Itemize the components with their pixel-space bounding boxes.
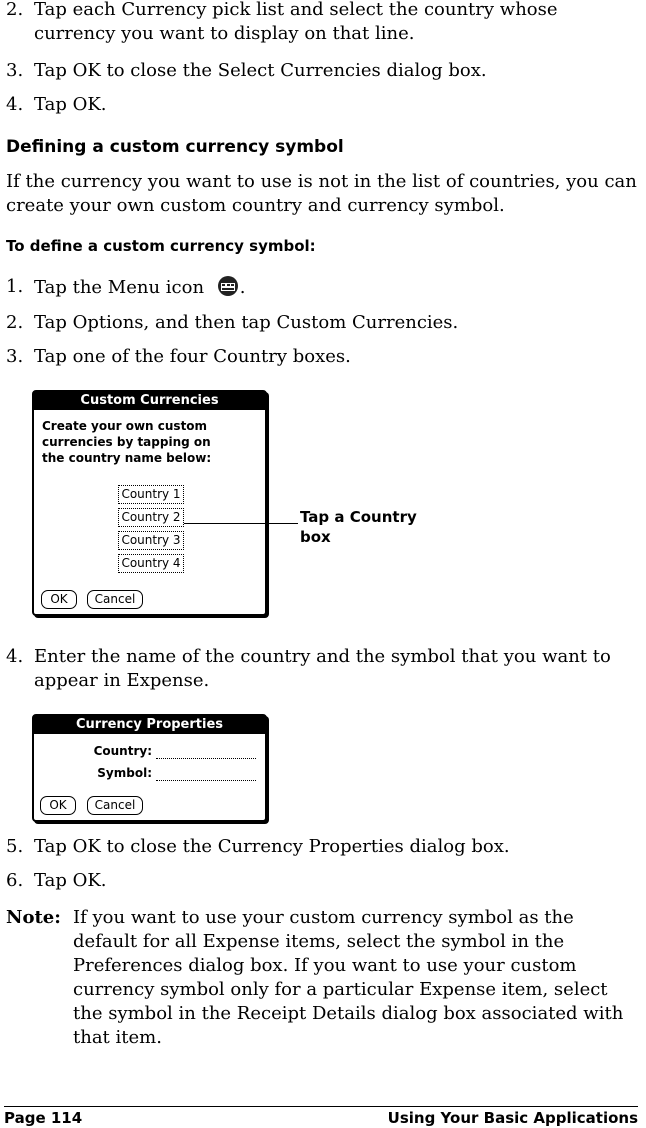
step-text: Tap one of the four Country boxes. — [34, 346, 351, 367]
instruction-line: Create your own custom — [42, 419, 208, 433]
symbol-label: Symbol: — [97, 766, 152, 780]
step-text: Tap OK. — [34, 94, 107, 115]
callout-label — [300, 507, 417, 547]
page-number: Page 114 — [4, 1109, 83, 1127]
step-text: Tap each Currency pick list and select the country whose currency you want to display on that line. — [34, 0, 558, 44]
section-heading: Defining a custom currency symbol — [6, 137, 344, 157]
step-text: Tap OK. — [34, 870, 107, 891]
instruction-line: the country name below: — [42, 451, 212, 465]
menu-icon — [216, 275, 240, 297]
cancel-button[interactable]: Cancel — [87, 590, 143, 609]
step-4-after — [6, 645, 638, 693]
instruction-line: currencies by tapping on — [42, 435, 211, 449]
step-number: 2. — [6, 0, 24, 20]
country-3-box[interactable]: Country 3 — [118, 531, 184, 550]
country-2-box[interactable]: Country 2 — [118, 508, 184, 527]
step-number: 1. — [6, 276, 24, 297]
step-text: Tap OK to close the Currency Properties dialog box. — [34, 836, 510, 857]
section-title: Using Your Basic Applications — [387, 1109, 638, 1127]
step-2-top — [6, 0, 638, 46]
step-number: 3. — [6, 60, 24, 81]
step-text: Tap Options, and then tap Custom Currencies. — [34, 312, 459, 333]
step-1-mid — [6, 275, 638, 299]
step-number: 3. — [6, 346, 24, 367]
currency-properties-dialog — [32, 714, 267, 822]
country-label: Country: — [93, 744, 152, 758]
country-4-box[interactable]: Country 4 — [118, 554, 184, 573]
step-6-bottom — [6, 869, 638, 893]
ok-button[interactable]: OK — [41, 590, 77, 609]
step-5-bottom — [6, 835, 638, 859]
note-label: Note: — [6, 907, 61, 928]
step-suffix: . — [239, 277, 246, 298]
step-number: 2. — [6, 312, 24, 333]
ok-button[interactable]: OK — [40, 796, 76, 815]
country-1-box[interactable]: Country 1 — [118, 485, 184, 504]
step-4-top — [6, 93, 638, 117]
cancel-button[interactable]: Cancel — [87, 796, 143, 815]
country-input[interactable] — [156, 758, 256, 759]
dialog-title: Custom Currencies — [34, 392, 265, 410]
section-paragraph: If the currency you want to use is not in the list of countries, you can create your own custom country and currency symbol. — [6, 171, 637, 216]
step-number: 5. — [6, 836, 24, 857]
step-text: Enter the name of the country and the symbol that you want to appear in Expense. — [34, 646, 611, 691]
step-text: Tap the Menu icon — [34, 277, 205, 298]
step-text: Tap OK to close the Select Currencies dialog box. — [34, 60, 487, 81]
callout-line-2: box — [300, 528, 331, 546]
step-3-mid — [6, 345, 638, 369]
callout-line-1: Tap a Country — [300, 508, 417, 526]
symbol-input[interactable] — [156, 780, 256, 781]
step-number: 6. — [6, 870, 24, 891]
page-footer — [4, 1106, 638, 1127]
custom-currencies-dialog — [32, 390, 267, 616]
callout-line — [184, 523, 298, 524]
step-2-mid — [6, 311, 638, 335]
step-number: 4. — [6, 646, 24, 667]
step-number: 4. — [6, 94, 24, 115]
procedure-heading: To define a custom currency symbol: — [6, 237, 316, 255]
note-text: If you want to use your custom currency symbol as the default for all Expense items, select the symbol in the Preferences dialog box. If you want to use your custom currency symbol only for a particular Expense item, select the symbol in the Receipt Details dialog box associated with that item. — [73, 907, 624, 1048]
dialog-title: Currency Properties — [34, 716, 265, 734]
step-3-top — [6, 59, 638, 83]
